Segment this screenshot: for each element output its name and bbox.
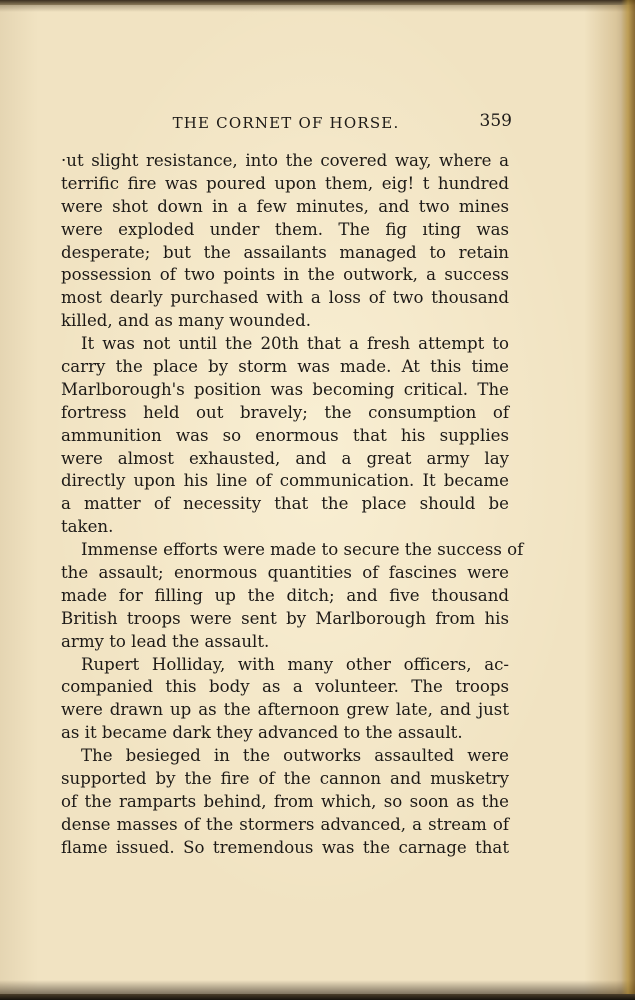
text-line: It was not until the 20th that a fresh attempt to	[81, 334, 509, 354]
page-top-edge	[0, 0, 635, 5]
text-line: were drawn up as the afternoon grew late, and just	[61, 700, 509, 720]
text-line: British troops were sent by Marlborough from his	[61, 608, 509, 628]
text-line: dense masses of the stormers advanced, a stream of	[61, 814, 509, 834]
text-line: taken.	[61, 517, 114, 537]
page-right-edge	[621, 0, 635, 1000]
text-line: supported by the fire of the cannon and musketry	[61, 769, 509, 789]
text-line: carry the place by storm was made. At this time	[61, 357, 509, 377]
text-line: companied this body as a volunteer. The troops	[61, 677, 509, 697]
text-line: a matter of necessity that the place should be	[61, 494, 509, 514]
text-line: were shot down in a few minutes, and two mines	[61, 196, 509, 216]
paragraph-1	[61, 150, 509, 333]
text-line: were almost exhausted, and a great army lay	[61, 448, 509, 468]
text-line: the assault; enormous quantities of fascines were	[61, 563, 509, 583]
text-line: most dearly purchased with a loss of two thousand	[61, 288, 509, 308]
text-line: possession of two points in the outwork, a success	[61, 265, 509, 285]
text-line: flame issued. So tremendous was the carnage that	[61, 837, 509, 857]
text-line: made for filling up the ditch; and five thousand	[61, 585, 509, 605]
text-line: as it became dark they advanced to the assault.	[61, 723, 463, 743]
paragraph-3	[61, 539, 524, 653]
text-line: ·ut slight resistance, into the covered way, where a	[61, 151, 509, 170]
paragraph-5	[61, 745, 509, 859]
running-head	[60, 110, 512, 134]
page-number: 359	[479, 111, 512, 131]
text-line: killed, and as many wounded.	[61, 311, 312, 331]
paragraph-4	[61, 654, 509, 746]
text-line: of the ramparts behind, from which, so soon as the	[61, 791, 509, 811]
text-line: fortress held out bravely; the consumption of	[61, 402, 509, 422]
running-title: THE CORNET OF HORSE.	[172, 114, 400, 132]
page-bottom-edge	[0, 994, 635, 1000]
text-line: Immense efforts were made to secure the success of	[81, 540, 524, 560]
text-line: directly upon his line of communication. It became	[61, 471, 509, 491]
text-line: Marlborough's position was becoming critical. The	[61, 379, 509, 399]
text-line: army to lead the assault.	[61, 631, 270, 651]
text-line: were exploded under them. The fig ıting was	[61, 219, 509, 239]
text-line: terrific fire was poured upon them, eig! t hundred	[61, 173, 509, 193]
text-line: Rupert Holliday, with many other officers, ac-	[81, 654, 509, 674]
paragraph-2	[61, 333, 509, 539]
text-line: desperate; but the assailants managed to retain	[61, 242, 509, 262]
text-line: The besieged in the outworks assaulted were	[81, 746, 509, 766]
body-text	[61, 150, 524, 860]
text-line: ammunition was so enormous that his supplies	[61, 425, 509, 445]
